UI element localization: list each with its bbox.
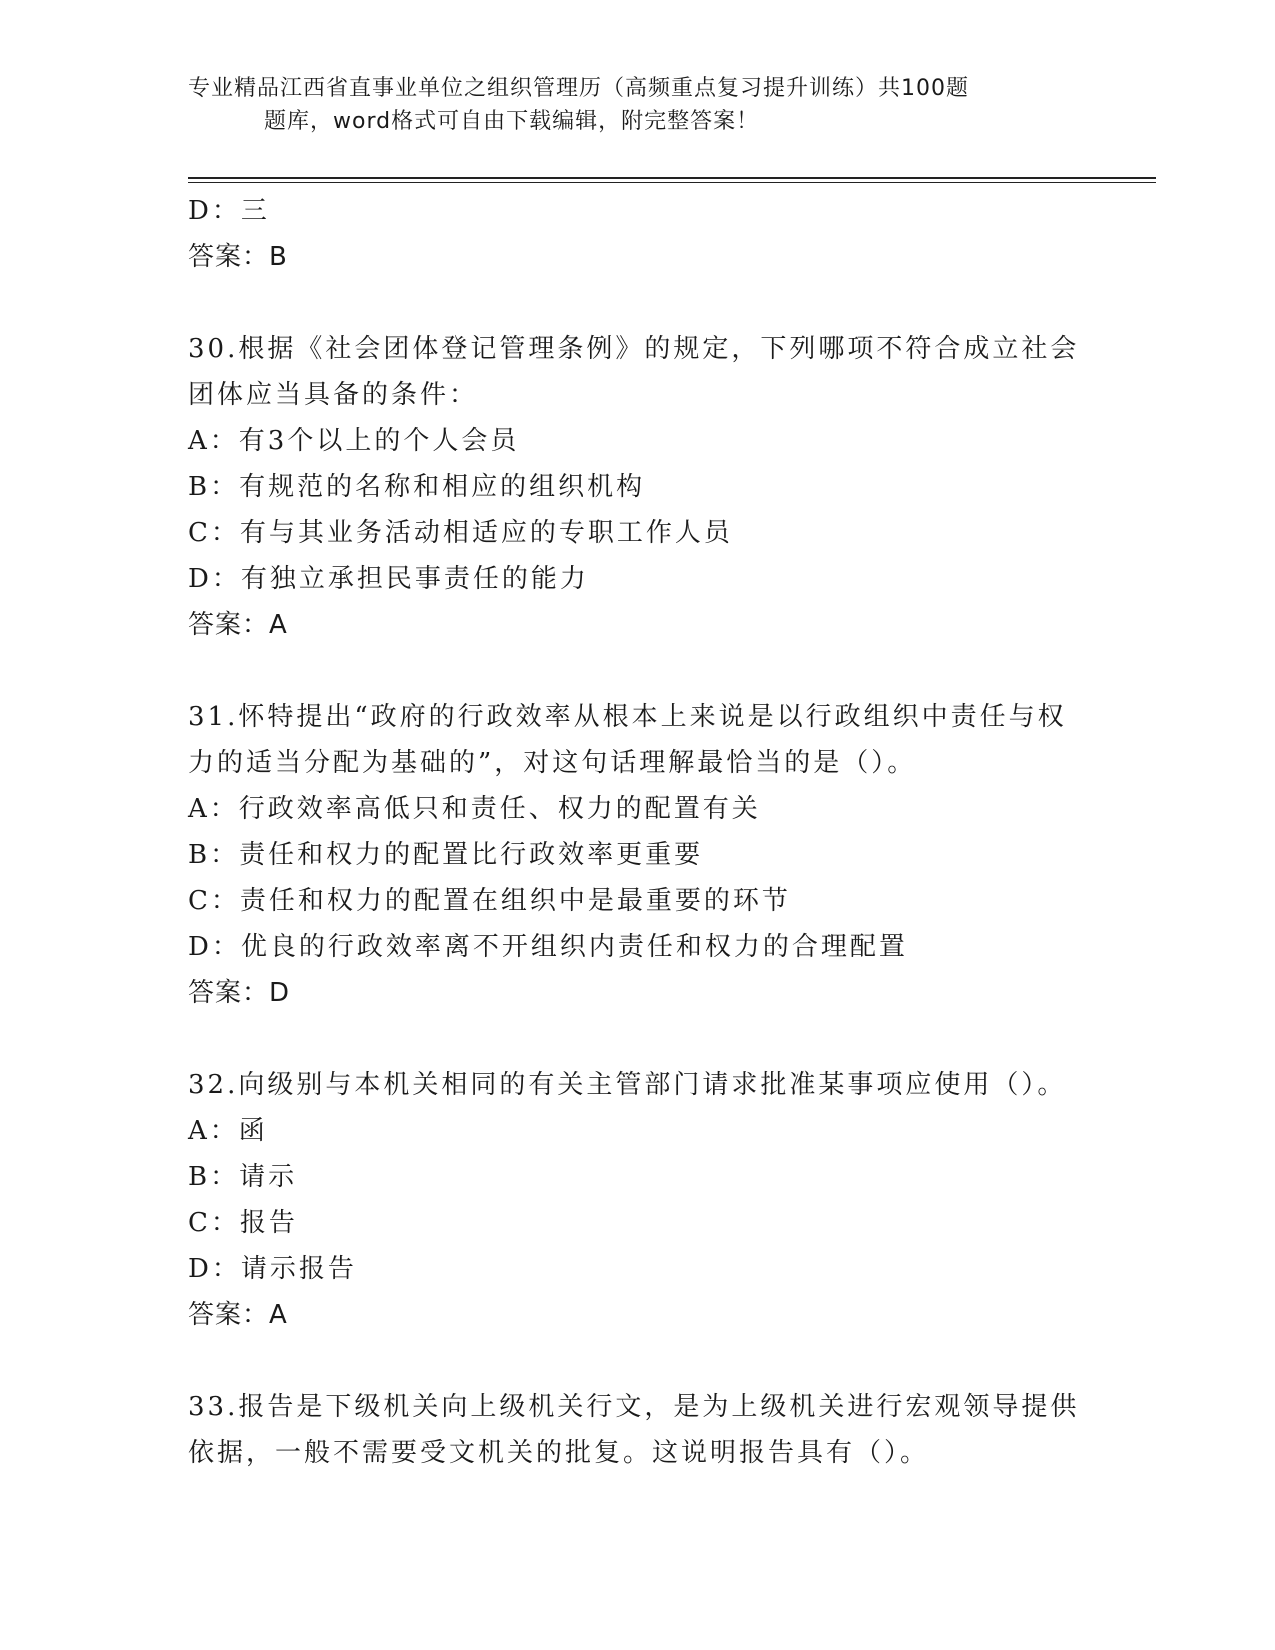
option-line: B：请示	[188, 1162, 298, 1192]
option-line: B：责任和权力的配置比行政效率更重要	[188, 840, 704, 870]
header-title-line-1: 专业精品江西省直事业单位之组织管理历（高频重点复习提升训练）共100题	[188, 76, 969, 101]
header-title-line-2: 题库，word格式可自由下载编辑，附完整答案！	[264, 109, 760, 134]
option-line: D：优良的行政效率离不开组织内责任和权力的合理配置	[188, 932, 908, 962]
question-spacer	[188, 1016, 1088, 1062]
option-line: A：函	[188, 1116, 268, 1146]
header-divider-thin	[188, 182, 1156, 183]
option-line: C：有与其业务活动相适应的专职工作人员	[188, 518, 733, 548]
option-line: C：责任和权力的配置在组织中是最重要的环节	[188, 886, 791, 916]
option-line: A：行政效率高低只和责任、权力的配置有关	[188, 794, 761, 824]
option-line: A：有3个以上的个人会员	[188, 426, 520, 456]
question-spacer	[188, 1338, 1088, 1384]
question-list	[188, 188, 1088, 1476]
option-line: B：有规范的名称和相应的组织机构	[188, 472, 646, 502]
document-header	[188, 72, 1058, 138]
question-text-line: 力的适当分配为基础的”，对这句话理解最恰当的是（）。	[188, 748, 917, 778]
question-text-line: 33.报告是下级机关向上级机关行文，是为上级机关进行宏观领导提供	[188, 1392, 1080, 1422]
option-line: D：三	[188, 196, 270, 226]
answer-line: 答案：B	[188, 242, 288, 272]
answer-line: 答案：A	[188, 1300, 288, 1330]
answer-line: 答案：A	[188, 610, 288, 640]
question-text-line: 依据，一般不需要受文机关的批复。这说明报告具有（）。	[188, 1438, 930, 1468]
option-line: D：请示报告	[188, 1254, 357, 1284]
question-spacer	[188, 648, 1088, 694]
question-spacer	[188, 280, 1088, 326]
question-text-line: 31.怀特提出“政府的行政效率从根本上来说是以行政组织中责任与权	[188, 702, 1067, 732]
option-line: C：报告	[188, 1208, 298, 1238]
question-text-line: 30.根据《社会团体登记管理条例》的规定，下列哪项不符合成立社会	[188, 334, 1080, 364]
question-text-line: 团体应当具备的条件：	[188, 380, 479, 410]
option-line: D：有独立承担民事责任的能力	[188, 564, 589, 594]
answer-line: 答案：D	[188, 978, 291, 1008]
header-divider-thick	[188, 177, 1156, 179]
question-text-line: 32.向级别与本机关相同的有关主管部门请求批准某事项应使用（）。	[188, 1070, 1067, 1100]
